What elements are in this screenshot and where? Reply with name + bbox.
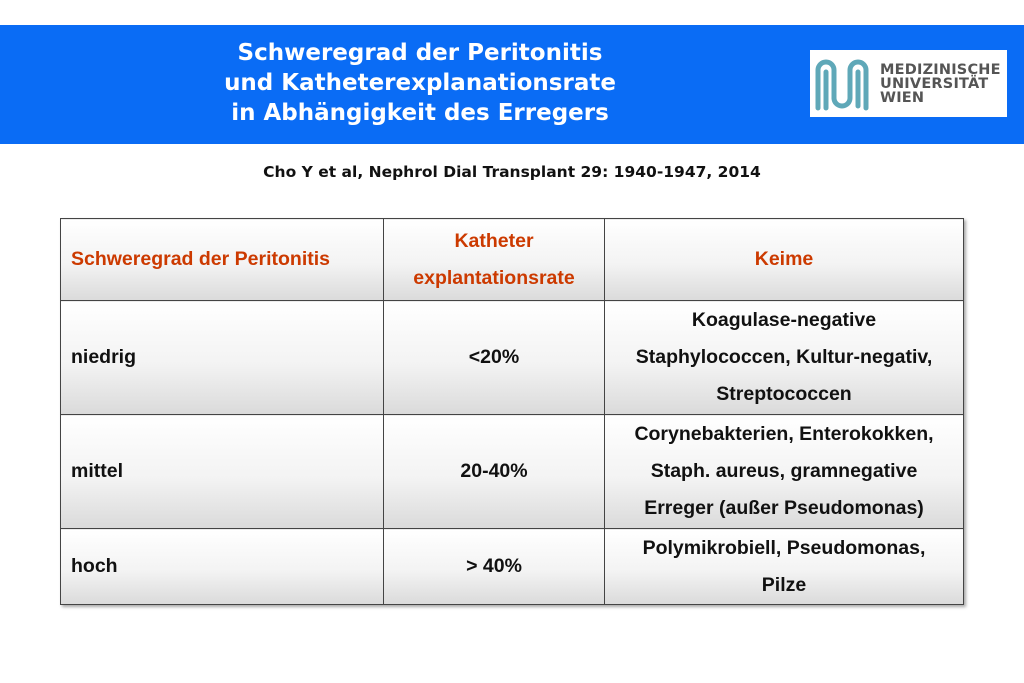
rate-cell: > 40% [384,529,605,605]
logo-wordmark [880,63,1001,105]
citation: Cho Y et al, Nephrol Dial Transplant 29: 1940-1947, 2014 [263,163,761,181]
peritonitis-table [60,218,964,605]
logo-line-1: MEDIZINISCHE [880,62,1001,78]
logo-line-2: UNIVERSITÄT [880,76,989,92]
title-line-3: in Abhängigkeit des Erregers [231,100,609,126]
header-explantation-rate: Katheter explantationsrate [384,219,605,301]
germs-cell: Polymikrobiell, Pseudomonas, Pilze [605,529,964,605]
rate-cell: <20% [384,301,605,415]
title-line-2: und Katheterexplanationsrate [224,70,616,96]
table-row [61,529,964,605]
meduni-wien-logo-icon [812,54,876,114]
slide-title [160,38,680,128]
university-logo [810,50,1007,117]
header-germs: Keime [605,219,964,301]
rate-cell: 20-40% [384,415,605,529]
header-severity: Schweregrad der Peritonitis [61,219,384,301]
germs-cell: Koagulase-negative Staphylococcen, Kultur-negativ, Streptococcen [605,301,964,415]
table-row [61,415,964,529]
logo-line-3: WIEN [880,90,925,106]
severity-cell: niedrig [61,301,384,415]
table-row [61,301,964,415]
title-banner [0,25,1024,144]
severity-cell: hoch [61,529,384,605]
germs-cell: Corynebakterien, Enterokokken, Staph. aureus, gramnegative Erreger (außer Pseudomonas) [605,415,964,529]
severity-cell: mittel [61,415,384,529]
table-header-row [61,219,964,301]
title-line-1: Schweregrad der Peritonitis [237,40,603,66]
